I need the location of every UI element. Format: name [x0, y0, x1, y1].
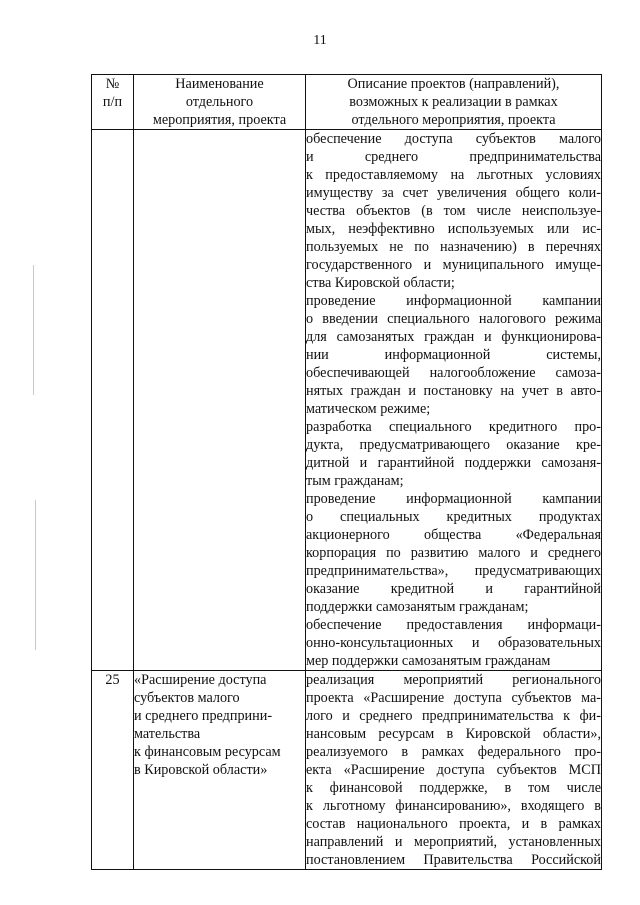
table-row — [92, 130, 602, 671]
left-margin-scan-line — [33, 265, 34, 395]
row-name-cell — [134, 130, 306, 671]
row-description-cell: реализация мероприятий регионального проекта «Расширение доступа субъектов ма- лого и среднего предпринимательства к фи- нансовым ресурсам в Кировской области», реализуемого в рамках федерального про- екта «Расширение доступа субъектов МСП к финансовой поддержке, в том числе к льготному финансированию», входящего в состав национального проекта, и в рамках направлений и мероприятий, установленных постановлением Правительства Российской — [306, 672, 601, 868]
row-description-cell: обеспечение доступа субъектов малого и среднего предпринимательства к предоставляемому на льготных условиях имуществу за счет увеличения общего коли- чества объектов (в том числе неиспользуе- мых, неэффективно используемых или ис- пользуемых не по назначению) в перечнях государственного и муниципального имуще- ства Кировской области; проведение информационной кампании о введении специального налогового режима для самозанятых граждан и функционирова- нии информационной системы, обеспечивающей налогообложение самоза- нятых граждан и постановку на учет в авто- матическом режиме; разработка специального кредитного про- дукта, предусматривающего оказание кре- дитной и гарантийной поддержки самозаня- тым гражданам; проведение информационной кампании о специальных кредитных продуктах акционерного общества «Федеральная корпорация по развитию малого и среднего предпринимательства», предусматривающих оказание кредитной и гарантийной поддержки самозанятым гражданам; обеспечение предоставления информаци- онно-консультационных и образовательных мер поддержки самозанятым гражданам — [306, 131, 601, 669]
header-name: Наименование отдельного мероприятия, проекта — [134, 75, 306, 130]
table-header-row — [92, 75, 602, 130]
row-number-cell — [92, 130, 134, 671]
measures-table — [91, 74, 602, 870]
header-number: № п/п — [92, 75, 134, 130]
header-description: Описание проектов (направлений), возможных к реализации в рамках отдельного мероприятия, проекта — [306, 75, 602, 130]
table-row — [92, 671, 602, 870]
left-margin-scan-line — [35, 500, 36, 650]
row-name-cell: «Расширение доступа субъектов малого и среднего предприни- мательства к финансовым ресурсам в Кировской области» — [134, 671, 306, 870]
row-number-cell: 25 — [92, 671, 134, 870]
page-number: 11 — [313, 33, 327, 48]
